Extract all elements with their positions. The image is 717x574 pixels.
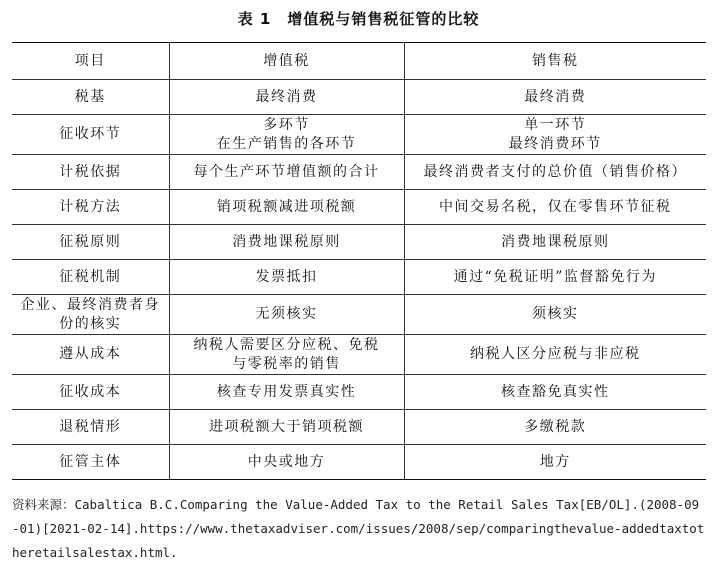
cell-line: 多缴税款 [524, 418, 587, 435]
sales-tax-cell [404, 115, 706, 155]
vat-cell [169, 225, 404, 260]
sales-tax-cell [404, 375, 706, 410]
cell-line: 最终消费 [255, 88, 318, 105]
row-label: 企业、最终消费者身份的核实 [12, 295, 169, 335]
cell-line: 发票抵扣 [255, 268, 318, 285]
cell-line: 每个生产环节增值额的合计 [193, 163, 380, 180]
sales-tax-cell [404, 445, 706, 480]
row-label: 征税原则 [12, 225, 169, 260]
vat-cell [169, 445, 404, 480]
cell-line: 在生产销售的各环节 [216, 135, 357, 152]
sales-tax-cell [404, 295, 706, 335]
source-note: 资料来源：Cabaltica B.C.Comparing the Value-Added Tax to the Retail Sales Tax[EB/OL].(2008-09-01)[2021-02-14].https://www.thetaxadviser.com/issues/2008/sep/comparingthevalue-addedtaxtotheretailsalestax.html. [12, 497, 705, 560]
table-row [12, 115, 706, 155]
cell-line: 消费地课税原则 [232, 233, 341, 250]
row-label: 征收环节 [12, 115, 169, 155]
row-label: 征管主体 [12, 445, 169, 480]
cell-line: 纳税人需要区分应税、免税 [193, 336, 380, 353]
table-header-row [12, 43, 706, 80]
cell-line: 最终消费环节 [508, 135, 602, 152]
cell-line: 地方 [539, 453, 571, 470]
cell-line: 单一环节 [524, 116, 587, 133]
cell-line: 纳税人区分应税与非应税 [470, 346, 641, 362]
cell-line: 最终消费 [524, 88, 587, 105]
vat-cell [169, 410, 404, 445]
row-label: 遵从成本 [12, 335, 169, 375]
sales-tax-cell [404, 190, 706, 225]
vat-cell [169, 260, 404, 295]
cell-line: 与零税率的销售 [232, 355, 341, 372]
sales-tax-cell [404, 80, 706, 115]
table-row [12, 335, 706, 375]
column-header-vat: 增值税 [169, 43, 404, 80]
vat-cell [169, 80, 404, 115]
sales-tax-cell [404, 155, 706, 190]
table-row [12, 375, 706, 410]
cell-line: 无须核实 [255, 306, 318, 322]
vat-cell [169, 295, 404, 335]
cell-line: 中间交易名税，仅在零售环节征税 [439, 198, 672, 215]
cell-line: 消费地课税原则 [501, 233, 610, 250]
table-row [12, 155, 706, 190]
row-label: 退税情形 [12, 410, 169, 445]
sales-tax-cell [404, 335, 706, 375]
row-label: 计税方法 [12, 190, 169, 225]
row-label: 计税依据 [12, 155, 169, 190]
sales-tax-cell [404, 225, 706, 260]
column-header-item: 项目 [12, 43, 169, 80]
cell-line: 销项税额减进项税额 [216, 198, 357, 215]
row-label: 征收成本 [12, 375, 169, 410]
vat-cell [169, 375, 404, 410]
table-row [12, 410, 706, 445]
table-row [12, 190, 706, 225]
table-row [12, 260, 706, 295]
cell-line: 核查豁免真实性 [501, 383, 610, 400]
table-caption: 表 1 增值税与销售税征管的比较 [237, 10, 480, 28]
table-row [12, 80, 706, 115]
sales-tax-cell [404, 260, 706, 295]
vat-cell [169, 155, 404, 190]
table-row [12, 225, 706, 260]
cell-line: 最终消费者支付的总价值（销售价格） [423, 163, 687, 180]
vat-cell [169, 115, 404, 155]
vat-cell [169, 190, 404, 225]
table-row [12, 445, 706, 480]
cell-line: 须核实 [532, 306, 579, 322]
row-label: 税基 [12, 80, 169, 115]
vat-cell [169, 335, 404, 375]
cell-line: 进项税额大于销项税额 [209, 418, 364, 435]
column-header-sales-tax: 销售税 [404, 43, 706, 80]
cell-line: 中央或地方 [247, 453, 326, 470]
table-row [12, 295, 706, 335]
row-label: 征税机制 [12, 260, 169, 295]
cell-line: 通过“免税证明”监督豁免行为 [453, 268, 657, 285]
cell-line: 多环节 [263, 116, 310, 133]
comparison-table [12, 42, 706, 480]
sales-tax-cell [404, 410, 706, 445]
cell-line: 核查专用发票真实性 [216, 383, 357, 400]
